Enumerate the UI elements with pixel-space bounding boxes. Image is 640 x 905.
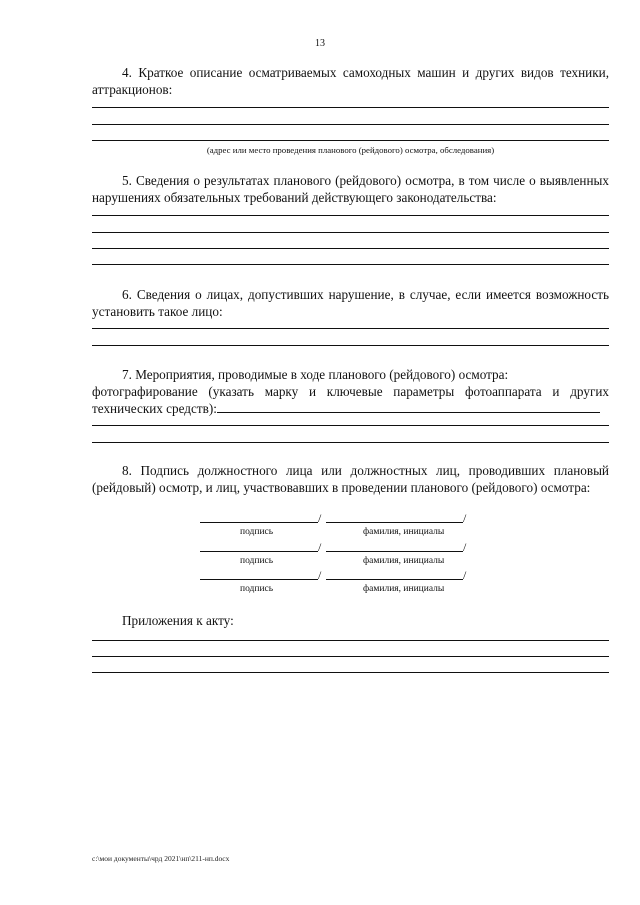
slash-separator: /: [318, 511, 322, 525]
attachments-line-3: [92, 672, 609, 673]
section-7-text-content: фотографирование (указать марку и ключевые параметры фотоаппарата и других технических средств):: [92, 384, 609, 416]
signature-line[interactable]: [200, 579, 318, 580]
section-6-line-2: [92, 345, 609, 346]
file-path-footer: c:\мои документы\чрд 2021\нп\211-нп.docx: [92, 854, 230, 863]
section-5-line-2: [92, 232, 609, 233]
section-4: [92, 64, 609, 98]
signature-line[interactable]: [200, 522, 318, 523]
section-5-line-4: [92, 264, 609, 265]
section-7-line-2: [92, 442, 609, 443]
name-line[interactable]: [326, 522, 463, 523]
attachments-line-1: [92, 640, 609, 641]
fill-line[interactable]: [92, 232, 609, 233]
slash-separator: /: [318, 568, 322, 582]
section-5-line-3: [92, 248, 609, 249]
signature-label: подпись: [240, 527, 274, 537]
fill-line[interactable]: [92, 442, 609, 443]
attachments-label: Приложения к акту:: [122, 613, 234, 628]
fill-line[interactable]: [92, 140, 609, 141]
attachments-line-2: [92, 656, 609, 657]
section-4-text: 4. Краткое описание осматриваемых самоходных машин и других видов техники, аттракционов:: [92, 65, 609, 97]
slash-separator: /: [463, 540, 467, 554]
section-7-text: [92, 383, 609, 417]
signature-label: подпись: [240, 556, 274, 566]
fill-line[interactable]: [92, 672, 609, 673]
attachments: [92, 612, 609, 629]
section-7-body: [92, 383, 609, 417]
section-7-line-1: [92, 425, 609, 426]
fill-line[interactable]: [217, 401, 600, 413]
name-label: фамилия, инициалы: [363, 584, 445, 594]
section-8-text: 8. Подпись должностного лица или должностных лиц, проводивших плановый (рейдовый) осмотр, и лиц, участвовавших в проведении планового (рейдового) осмотра:: [92, 463, 609, 495]
section-6-text: 6. Сведения о лицах, допустивших нарушение, в случае, если имеется возможность установить такое лицо:: [92, 287, 609, 319]
fill-line[interactable]: [92, 656, 609, 657]
name-line[interactable]: [326, 551, 463, 552]
slash-separator: /: [463, 511, 467, 525]
section-5: [92, 172, 609, 206]
section-4-line-3: [92, 140, 609, 141]
fill-line[interactable]: [92, 345, 609, 346]
signature-line[interactable]: [200, 551, 318, 552]
section-8: [92, 462, 609, 496]
slash-separator: /: [463, 568, 467, 582]
name-label: фамилия, инициалы: [363, 527, 445, 537]
fill-line[interactable]: [92, 248, 609, 249]
section-7: [92, 366, 609, 383]
section-6-line-1: [92, 328, 609, 329]
fill-line[interactable]: [92, 640, 609, 641]
section-4-line-2: [92, 124, 609, 125]
fill-line[interactable]: [92, 425, 609, 426]
section-6: [92, 286, 609, 320]
signature-label: подпись: [240, 584, 274, 594]
name-label: фамилия, инициалы: [363, 556, 445, 566]
fill-line[interactable]: [92, 328, 609, 329]
section-7-title: 7. Мероприятия, проводимые в ходе планового (рейдового) осмотра:: [122, 367, 509, 382]
slash-separator: /: [318, 540, 322, 554]
section-4-lines: [92, 107, 609, 108]
fill-line[interactable]: [92, 264, 609, 265]
section-4-caption: (адрес или место проведения планового (рейдового) осмотра, обследования): [206, 145, 495, 155]
fill-line[interactable]: [92, 124, 609, 125]
section-5-line-1: [92, 215, 609, 216]
fill-line[interactable]: [92, 215, 609, 216]
section-5-text: 5. Сведения о результатах планового (рейдового) осмотра, в том числе о выявленных нарушениях обязательных требований действующего законодательства:: [92, 173, 609, 205]
page-number: 13: [315, 38, 325, 49]
name-line[interactable]: [326, 579, 463, 580]
fill-line[interactable]: [92, 107, 609, 108]
